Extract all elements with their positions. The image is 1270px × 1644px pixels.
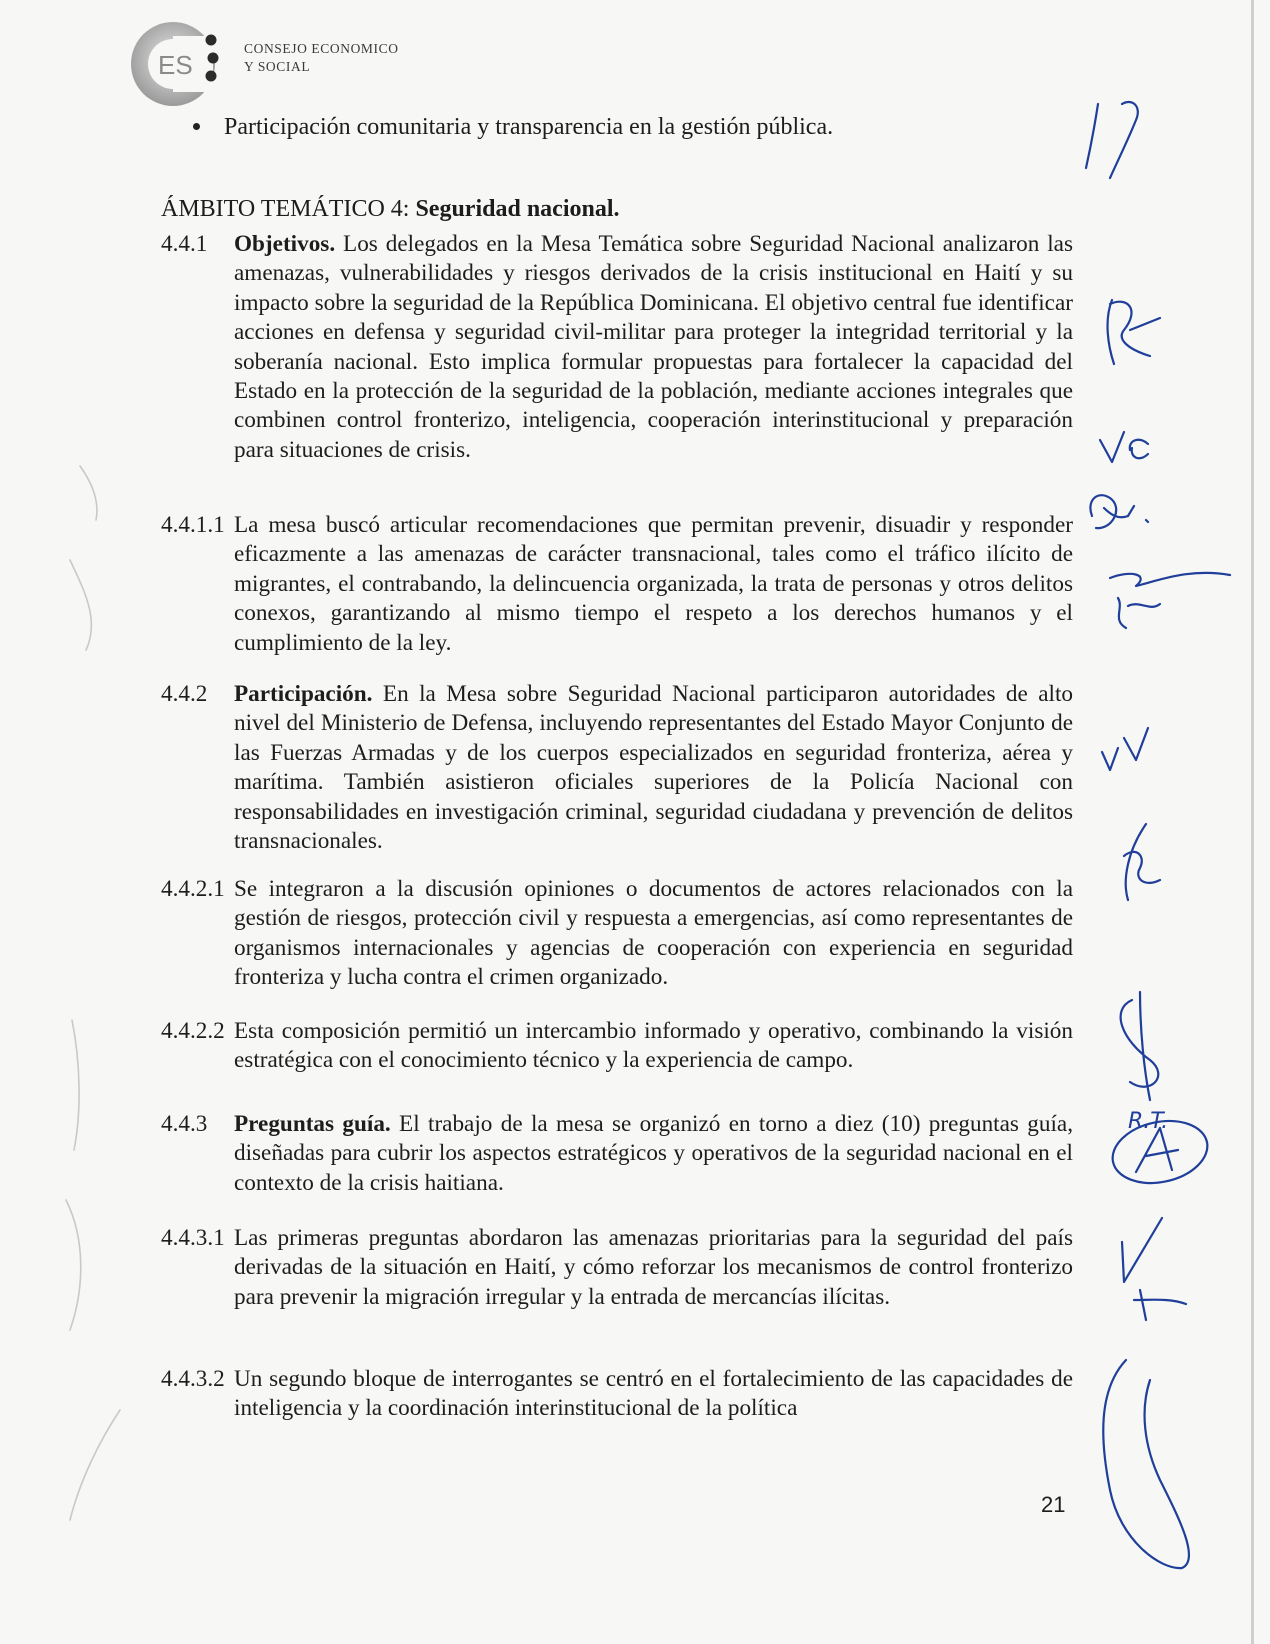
paragraph-lead: Objetivos. bbox=[234, 231, 336, 257]
page-number: 21 bbox=[1041, 1492, 1066, 1517]
signature-11 bbox=[1103, 1360, 1189, 1568]
paragraph-number: 4.4.3 bbox=[161, 1111, 208, 1137]
signature-5 bbox=[1110, 573, 1230, 628]
signature-9-mark bbox=[1136, 1128, 1178, 1172]
signature-3 bbox=[1100, 432, 1148, 462]
logo-letters: ES bbox=[158, 50, 193, 80]
faint-left-marks bbox=[66, 466, 120, 1520]
signature-6 bbox=[1102, 728, 1148, 770]
page-edge bbox=[1251, 0, 1254, 1644]
signature-1 bbox=[1086, 102, 1138, 178]
paragraph-number: 4.4.1.1 bbox=[161, 512, 225, 538]
paragraph-number: 4.4.3.2 bbox=[161, 1366, 225, 1392]
paragraph-4-4-3-1 bbox=[161, 1224, 1073, 1312]
signature-8 bbox=[1121, 992, 1159, 1100]
signature-9-circle bbox=[1107, 1113, 1213, 1192]
paragraph-text: Un segundo bloque de interrogantes se centró en el fortalecimiento de las capacidades de inteligencia y la coordinación interinstitucional de la política bbox=[234, 1366, 1073, 1422]
paragraph-lead: Preguntas guía. bbox=[234, 1111, 391, 1137]
paragraph-4-4-3 bbox=[161, 1110, 1073, 1198]
paragraph-lead: Participación. bbox=[234, 681, 373, 707]
paragraph-text: Se integraron a la discusión opiniones o documentos de actores relacionados con la gestión de riesgos, protección civil y respuesta a emergencias, así como representantes de organismos internacionales y agencias de cooperación con experiencia en seguridad fronteriza y lucha contra el crimen organizado. bbox=[234, 876, 1073, 991]
paragraph-text: La mesa buscó articular recomendaciones que permitan prevenir, disuadir y responder eficazmente a las amenazas de carácter transnacional, tales como el tráfico ilícito de migrantes, el contrabando, la delincuencia organizada, la trata de personas y otros delitos conexos, garantizando al mismo tiempo el respeto a los derechos humanos y el cumplimiento de la ley. bbox=[234, 512, 1073, 656]
org-name-line2: Y SOCIAL bbox=[244, 59, 311, 74]
paragraph-number: 4.4.1 bbox=[161, 231, 208, 257]
paragraph-text: El trabajo de la mesa se organizó en torno a diez (10) preguntas guía, diseñadas para cubrir los aspectos estratégicos y operativos de la seguridad nacional en el contexto de la crisis haitiana. bbox=[234, 1111, 1073, 1196]
section-heading bbox=[161, 196, 620, 223]
paragraph-number: 4.4.3.1 bbox=[161, 1225, 225, 1251]
org-name bbox=[244, 40, 399, 76]
paragraph-4-4-1 bbox=[161, 230, 1073, 465]
faint-mark-1 bbox=[70, 466, 97, 650]
paragraph-text: En la Mesa sobre Seguridad Nacional participaron autoridades de alto nivel del Ministerio de Defensa, incluyendo representantes del Estado Mayor Conjunto de las Fuerzas Armadas y de los cuerpos especializados en seguridad fronteriza, aérea y marítima. También asistieron oficiales superiores de la Policía Nacional con responsabilidades en investigación criminal, seguridad ciudadana y prevención de delitos transnacionales. bbox=[234, 681, 1073, 855]
faint-mark-2 bbox=[66, 1020, 120, 1520]
paragraph-4-4-2-2 bbox=[161, 1017, 1073, 1076]
paragraph-4-4-2-1 bbox=[161, 875, 1073, 993]
paragraph-4-4-2 bbox=[161, 680, 1073, 856]
bullet-dot-icon bbox=[193, 123, 200, 130]
section-prefix: ÁMBITO TEMÁTICO 4: bbox=[161, 196, 416, 222]
org-name-line1: CONSEJO ECONOMICO bbox=[244, 41, 399, 56]
section-title: Seguridad nacional. bbox=[415, 196, 620, 222]
paragraph-4-4-1-1 bbox=[161, 511, 1073, 658]
intro-bullet-text: Participación comunitaria y transparencia en la gestión pública. bbox=[224, 114, 834, 140]
paragraph-number: 4.4.2 bbox=[161, 681, 208, 707]
signature-4 bbox=[1090, 495, 1148, 528]
signature-10 bbox=[1122, 1218, 1186, 1320]
ces-logo-mark bbox=[128, 16, 248, 116]
paragraph-number: 4.4.2.1 bbox=[161, 876, 225, 902]
paragraph-number: 4.4.2.2 bbox=[161, 1018, 225, 1044]
initials-rt: R.T. bbox=[1128, 1109, 1169, 1134]
signature-7 bbox=[1124, 824, 1160, 900]
paragraph-4-4-3-2 bbox=[161, 1365, 1073, 1424]
paragraph-text: Las primeras preguntas abordaron las amenazas prioritarias para la seguridad del país derivadas de la situación en Haití, y cómo reforzar los mecanismos de control fronterizo para prevenir la migración irregular y la entrada de mercancías ilícitas. bbox=[234, 1225, 1073, 1310]
signature-2 bbox=[1108, 300, 1160, 364]
intro-bullet bbox=[193, 114, 833, 141]
paragraph-text: Esta composición permitió un intercambio informado y operativo, combinando la visión estratégica con el conocimiento técnico y la experiencia de campo. bbox=[234, 1018, 1073, 1074]
paragraph-text: Los delegados en la Mesa Temática sobre Seguridad Nacional analizaron las amenazas, vulnerabilidades y riesgos derivados de la crisis institucional en Haití y su impacto sobre la seguridad de la República Dominicana. El objetivo central fue identificar acciones en defensa y seguridad civil-militar para proteger la integridad territorial y la soberanía nacional. Esto implica formular propuestas para fortalecer la capacidad del Estado en la protección de la seguridad de la población, mediante acciones integrales que combinen control fronterizo, inteligencia, cooperación interinstitucional y preparación para situaciones de crisis. bbox=[234, 231, 1073, 463]
